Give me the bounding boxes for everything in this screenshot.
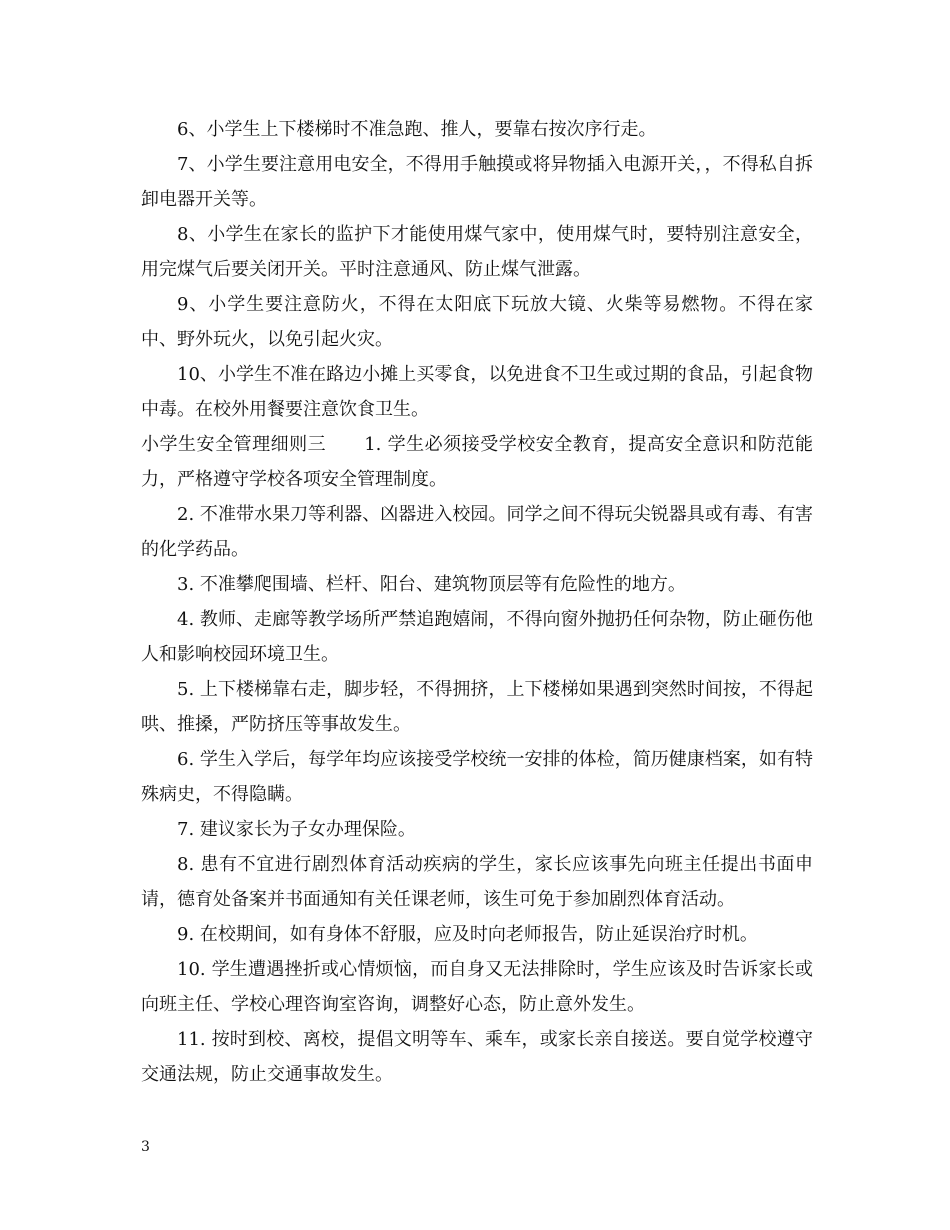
document-body [141,112,813,1092]
section-item-7: 7. 建议家长为子女办理保险。 [177,819,416,840]
paragraph-rule-10: 10、小学生不准在路边小摊上买零食，以免进食不卫生或过期的食品，引起食物中毒。在校外用餐要注意饮食卫生。 [141,364,813,420]
paragraph-rule-7: 7、小学生要注意用电安全，不得用手触摸或将异物插入电源开关，，不得私自拆卸电器开关等。 [141,154,813,210]
section-item-1: 1. 学生必须接受学校安全教育，提高安全意识和防范能力，严格遵守学校各项安全管理制度。 [141,434,813,490]
paragraph-rule-8: 8、小学生在家长的监护下才能使用煤气家中，使用煤气时，要特别注意安全，用完煤气后要关闭开关。平时注意通风、防止煤气泄露。 [141,224,813,280]
page-number: 3 [141,1139,150,1155]
paragraph-rule-9: 9、小学生要注意防火，不得在太阳底下玩放大镜、火柴等易燃物。不得在家中、野外玩火，以免引起火灾。 [141,294,813,350]
section-item-4: 4. 教师、走廊等教学场所严禁追跑嬉闹，不得向窗外抛扔任何杂物，防止砸伤他人和影响校园环境卫生。 [141,609,813,665]
section-item-3: 3. 不准攀爬围墙、栏杆、阳台、建筑物顶层等有危险性的地方。 [177,574,686,595]
section-item-2: 2. 不准带水果刀等利器、凶器进入校园。同学之间不得玩尖锐器具或有毒、有害的化学药品。 [141,504,813,560]
section-item-6: 6. 学生入学后，每学年均应该接受学校统一安排的体检，简历健康档案，如有特殊病史，不得隐瞒。 [141,749,813,805]
section-three-intro [141,427,813,497]
section-item-5: 5. 上下楼梯靠右走，脚步轻，不得拥挤，上下楼梯如果遇到突然时间按，不得起哄、推搡，严防挤压等事故发生。 [141,679,813,735]
section-heading: 小学生安全管理细则三 [141,434,327,455]
section-item-9: 9. 在校期间，如有身体不舒服，应及时向老师报告，防止延误治疗时机。 [177,924,758,945]
section-item-11: 11. 按时到校、离校，提倡文明等车、乘车，或家长亲自接送。要自觉学校遵守交通法规，防止交通事故发生。 [141,1029,813,1085]
section-item-10: 10. 学生遭遇挫折或心情烦恼，而自身又无法排除时，学生应该及时告诉家长或向班主任、学校心理咨询室咨询，调整好心态，防止意外发生。 [141,959,813,1015]
paragraph-rule-6: 6、小学生上下楼梯时不准急跑、推人，要靠右按次序行走。 [177,119,657,140]
section-item-8: 8. 患有不宜进行剧烈体育活动疾病的学生，家长应该事先向班主任提出书面申请，德育处备案并书面通知有关任课老师，该生可免于参加剧烈体育活动。 [141,854,813,910]
